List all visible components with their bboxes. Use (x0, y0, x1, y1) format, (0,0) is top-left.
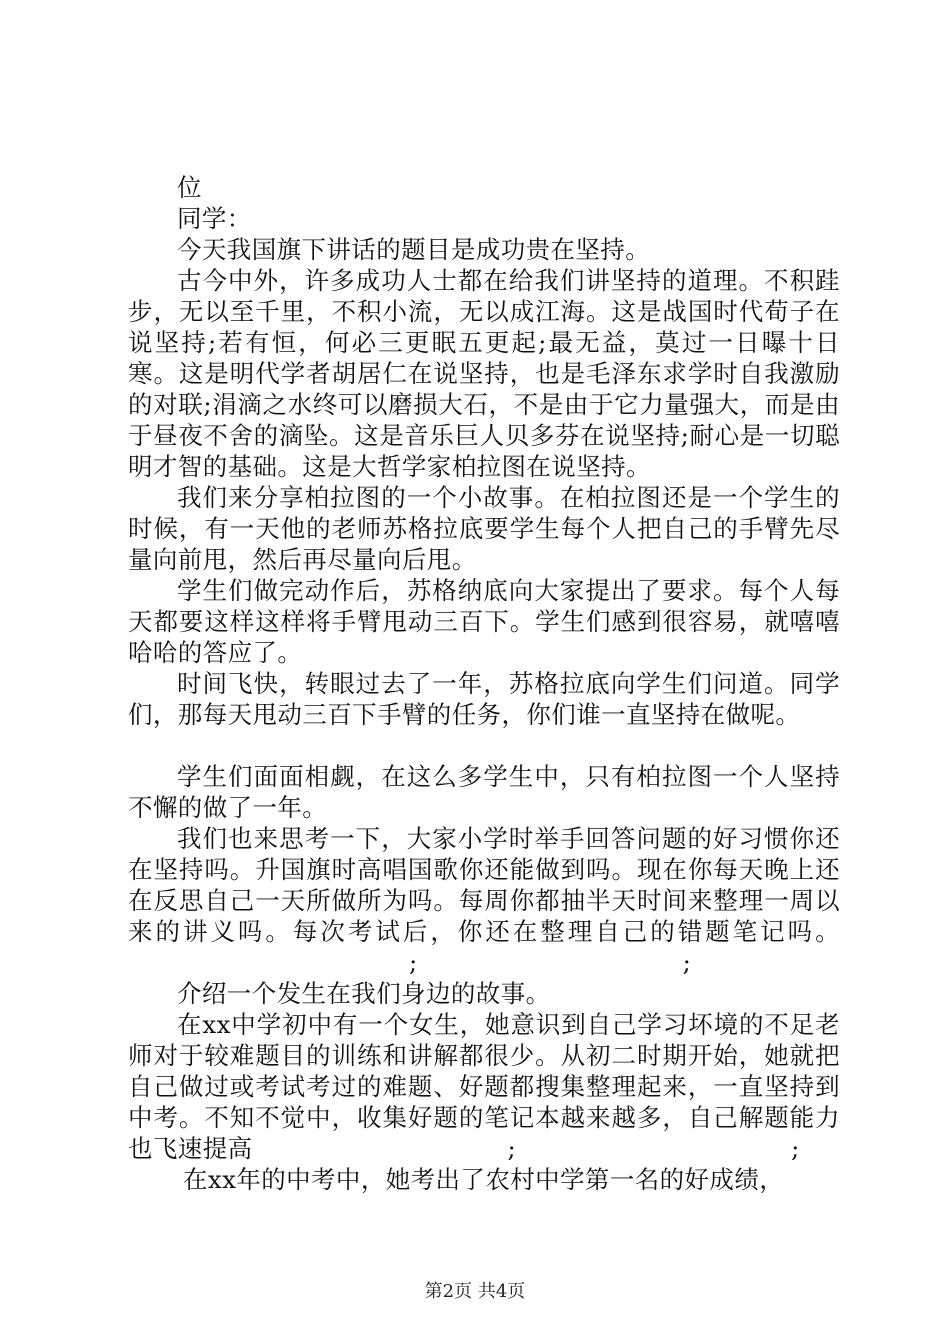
paragraph-only-plato: 学生们面面相觑，在这么多学生中，只有柏拉图一个人坚持不懈的做了一年。 (128, 762, 840, 822)
paragraph-one-year-later: 时间飞快，转眼过去了一年，苏格拉底向学生们问道。同学们，那每天甩动三百下手臂的任务，你们谁一直坚持在做呢。 (128, 669, 840, 729)
paragraph-exam-result: 在xx年的中考中，她考出了农村中学第一名的好成绩， (183, 1165, 785, 1194)
semicolon-mark: ; (507, 1134, 517, 1163)
paragraph-students-reply: 学生们做完动作后，苏格纳底向大家提出了要求。每个人每天都要这样这样将手臂甩动三百下。学生们感到很容易，就嘻嘻哈哈的答应了。 (128, 576, 840, 667)
semicolon-mark: ; (791, 1134, 800, 1163)
girl-story-text: 在xx中学初中有一个女生，她意识到自己学习坏境的不足老师对于较难题目的训练和讲解都很少。从初二时期开始，她就把自己做过或考试考过的难题、好题都搜集整理起来，一直坚持到中考。不知不觉中，收集好题的笔记本越来越多，自己解题能力也飞速提高 (128, 1010, 840, 1163)
document-body (128, 172, 840, 1195)
paragraph-plato-story: 我们来分享柏拉图的一个小故事。在柏拉图还是一个学生的时候，有一天他的老师苏格拉底要学生每个人把自己的手臂先尽量向前甩，然后再尽量向后甩。 (128, 483, 840, 574)
salutation: 同学： (177, 204, 252, 233)
paragraph-fragment: 位 (177, 173, 202, 202)
paragraph-intro-story: 介绍一个发生在我们身边的故事。 (177, 979, 551, 1008)
speech-topic: 今天我国旗下讲话的题目是成功贵在坚持。 (177, 235, 651, 264)
semicolon-mark: ; (682, 948, 692, 977)
paragraph-girl-story (128, 1009, 840, 1164)
paragraph-reflection (128, 823, 840, 978)
reflection-text: 我们也来思考一下，大家小学时举手回答问题的好习惯你还在坚持吗。升国旗时高唱国歌你还能做到吗。现在你每天晚上还在反思自己一天所做所为吗。每周你都抽半天时间来整理一周以来的讲义吗。每次考试后，你还在整理自己的错题笔记吗。 (128, 824, 840, 946)
page-footer: 第2页 共4页 (424, 1281, 526, 1302)
paragraph-quotes: 古今中外，许多成功人士都在给我们讲坚持的道理。不积跬步，无以至千里，不积小流，无以成江海。这是战国时代荀子在说坚持;若有恒，何必三更眠五更起;最无益，莫过一日曝十日寒。这是明代学者胡居仁在说坚持，也是毛泽东求学时自我激励的对联;涓滴之水终可以磨损大石，不是由于它力量强大，而是由于昼夜不舍的滴坠。这是音乐巨人贝多芬在说坚持;耐心是一切聪明才智的基础。这是大哲学家柏拉图在说坚持。 (128, 266, 840, 481)
semicolon-mark: ; (409, 948, 418, 977)
